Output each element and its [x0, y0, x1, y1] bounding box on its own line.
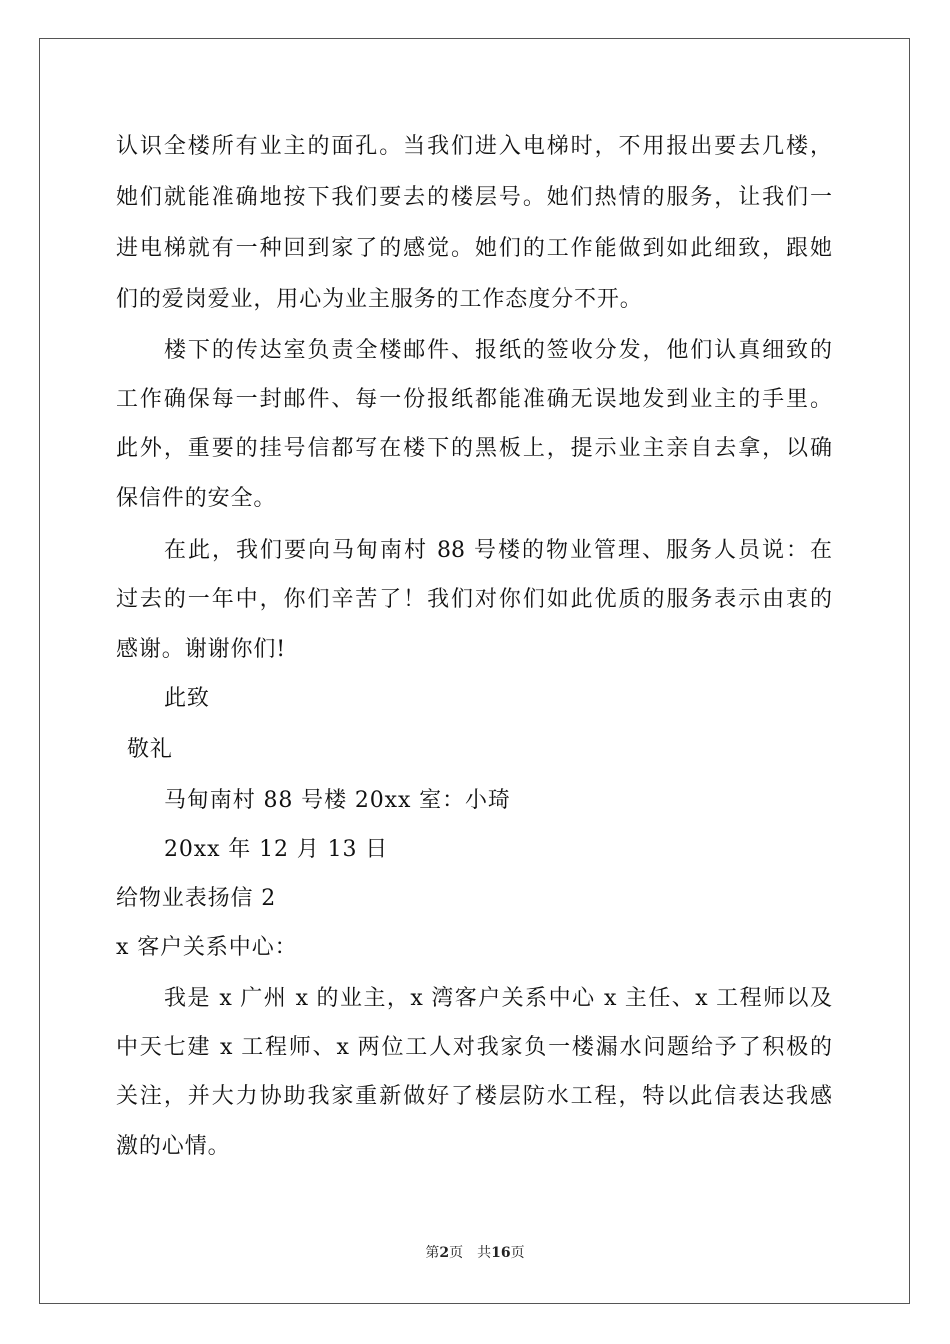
page-current: 2 — [439, 1245, 450, 1261]
salutation-line: x 客户关系中心： — [116, 935, 298, 960]
paragraph-line: 楼下的传达室负责全楼邮件、报纸的签收分发，他们认真细致的 — [164, 338, 832, 363]
paragraph-line: 激的心情。 — [116, 1134, 231, 1159]
total-prefix: 共 — [477, 1245, 492, 1261]
section-title: 给物业表扬信 2 — [116, 886, 277, 911]
paragraph-line: 进电梯就有一种回到家了的感觉。她们的工作能做到如此细致，跟她 — [116, 236, 832, 261]
paragraph-line: 保信件的安全。 — [116, 486, 277, 511]
paragraph-line: 过去的一年中，你们辛苦了！我们对你们如此优质的服务表示由衷的 — [116, 587, 832, 612]
paragraph-line: 感谢。谢谢你们! — [116, 637, 287, 662]
date-line: 20xx 年 12 月 13 日 — [164, 837, 389, 862]
page-suffix: 页 — [449, 1245, 464, 1261]
page-prefix: 第 — [425, 1245, 440, 1261]
page-total: 16 — [491, 1245, 511, 1261]
closing-greeting: 此致 — [164, 686, 210, 711]
page-footer — [0, 1244, 950, 1262]
paragraph-line: 们的爱岗爱业，用心为业主服务的工作态度分不开。 — [116, 287, 643, 312]
closing-salute: 敬礼 — [127, 737, 173, 762]
paragraph-line: 此外，重要的挂号信都写在楼下的黑板上，提示业主亲自去拿，以确 — [116, 436, 832, 461]
paragraph-line: 在此，我们要向马甸南村 88 号楼的物业管理、服务人员说：在 — [164, 538, 832, 563]
signature-line: 马甸南村 88 号楼 20xx 室：小琦 — [164, 788, 511, 813]
total-suffix: 页 — [510, 1245, 525, 1261]
page-border — [39, 38, 910, 1304]
paragraph-line: 她们就能准确地按下我们要去的楼层号。她们热情的服务，让我们一 — [116, 185, 832, 210]
paragraph-line: 认识全楼所有业主的面孔。当我们进入电梯时，不用报出要去几楼， — [116, 134, 832, 159]
paragraph-line: 关注，并大力协助我家重新做好了楼层防水工程，特以此信表达我感 — [116, 1084, 832, 1109]
paragraph-line: 我是 x 广州 x 的业主，x 湾客户关系中心 x 主任、x 工程师以及 — [164, 986, 832, 1011]
paragraph-line: 工作确保每一封邮件、每一份报纸都能准确无误地发到业主的手里。 — [116, 387, 832, 412]
paragraph-line: 中天七建 x 工程师、x 两位工人对我家负一楼漏水问题给予了积极的 — [116, 1035, 832, 1060]
